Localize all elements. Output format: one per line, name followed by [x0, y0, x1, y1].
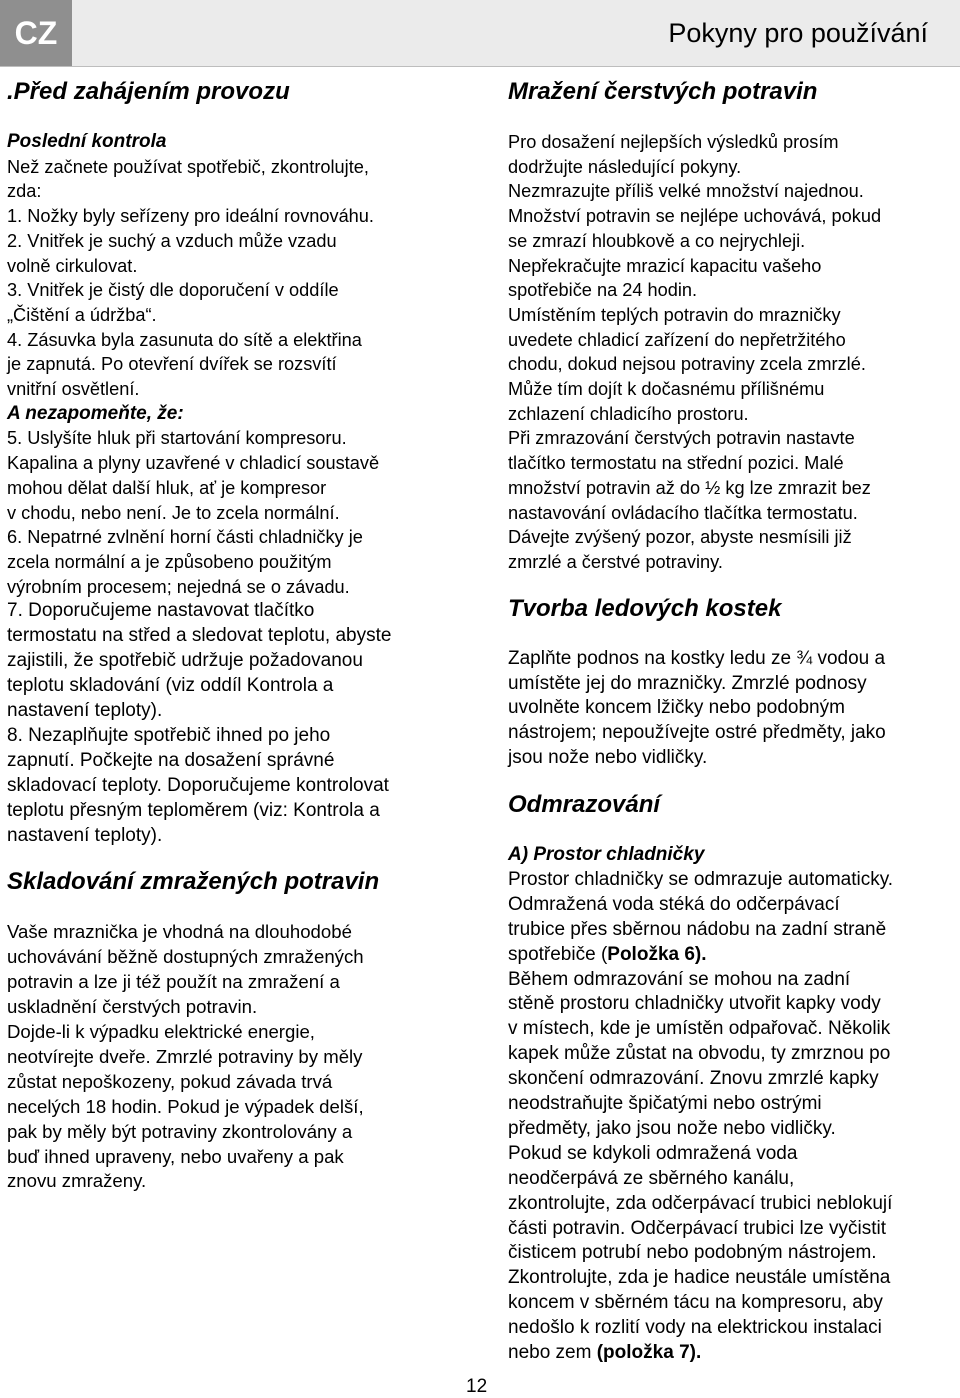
text-line: 7. Doporučujeme nastavovat tlačítko [7, 600, 315, 622]
text-line: uchovávání běžně dostupných zmražených [7, 946, 364, 968]
page-header [0, 0, 960, 67]
text-line: nastavení teploty). [7, 699, 163, 721]
freezing-text [508, 130, 954, 575]
text-line: uvedete chladicí zařízení do nepřetržitého [508, 329, 846, 350]
text-line: Dávejte zvýšený pozor, abyste nesmísili již [508, 527, 852, 548]
text-line: 3. Vnitřek je čistý dle doporučení v oddíle [7, 280, 339, 301]
section-heading-freezing-fresh-food: Mražení čerstvých potravin [508, 78, 818, 105]
text-line: Při zmrazování čerstvých potravin nastavte [508, 428, 855, 449]
subheading-do-not-forget: A nezapomeňte, že: [7, 402, 184, 424]
text-line: jsou nože nebo vidličky. [508, 747, 708, 769]
text-line: Pro dosažení nejlepších výsledků prosím [508, 132, 839, 152]
text-line: pak by měly být potraviny zkontrolovány a [7, 1120, 353, 1142]
text-line: čisticem potrubí nebo podobným nástrojem. [508, 1242, 877, 1264]
page-number: 12 [466, 1376, 488, 1397]
text-line: Prostor chladničky se odmrazuje automaticky. [508, 868, 894, 890]
text-line: neotvírejte dveře. Zmrzlé potraviny by měly [7, 1045, 363, 1067]
text-line: Nepřekračujte mrazicí kapacitu vašeho [508, 255, 822, 276]
text-line: znovu zmraženy. [7, 1170, 147, 1192]
text-line: uskladnění čerstvých potravin. [7, 996, 258, 1018]
text-run: spotřebiče ( [508, 943, 608, 965]
text-run: nebo zem [508, 1342, 597, 1364]
section-heading-defrosting: Odmrazování [508, 791, 661, 819]
text-line: uvolněte koncem lžičky nebo podobným [508, 697, 845, 719]
text-line: výrobním procesem; nejedná se o závadu. [7, 576, 350, 597]
text-line: trubice přes sběrnou nádobu na zadní straně [508, 918, 887, 940]
text-line: tlačítko termostatu na střední pozici. Malé [508, 453, 844, 474]
left-column [7, 78, 453, 1194]
text-line: nástrojem; nepoužívejte ostré předměty, jako [508, 722, 886, 744]
last-check-text [7, 155, 453, 402]
text-line: 1. Nožky byly seřízeny pro ideální rovnováhu. [7, 206, 374, 227]
subheading-fridge-compartment: A) Prostor chladničky [508, 844, 705, 866]
text-line: zchlazení chladicího prostoru. [508, 403, 749, 424]
text-line: Než začnete používat spotřebič, zkontrolujte, [7, 156, 369, 177]
text-line: části potravin. Odčerpávací trubici lze vyčistit [508, 1217, 887, 1239]
text-line: Kapalina a plyny uzavřené v chladicí soustavě [7, 453, 380, 474]
text-line: umístěte jej do mrazničky. Zmrzlé podnosy [508, 672, 867, 694]
text-line: „Čištění a údržba“. [7, 304, 157, 325]
text-line: potravin a lze ji též použít na zmražení a [7, 971, 340, 993]
text-line: Pokud se kdykoli odmražená voda [508, 1142, 798, 1164]
text-line: termostatu na střed a sledovat teplotu, abyste [7, 625, 392, 647]
item-reference-6: Položka 6). [607, 943, 707, 965]
text-line: 4. Zásuvka byla zasunuta do sítě a elektřina [7, 329, 362, 350]
text-line: dodržujte následující pokyny. [508, 156, 742, 177]
text-line: Odmražená voda stéká do odčerpávací [508, 893, 840, 915]
text-line: Během odmrazování se mohou na zadní [508, 968, 851, 990]
text-line: 6. Nepatrné zvlnění horní části chladničky je [7, 527, 363, 548]
section-heading-ice-cubes: Tvorba ledových kostek [508, 594, 782, 622]
text-line: množství potravin až do ½ kg lze zmrazit bez [508, 477, 871, 498]
text-line: volně cirkulovat. [7, 255, 138, 276]
text-line: zajistili, že spotřebič udržuje požadovanou [7, 650, 363, 672]
text-line: Zaplňte podnos na kostky ledu ze ¾ vodou a [508, 647, 886, 669]
text-line: v místech, kde je umístěn odpařovač. Několik [508, 1018, 891, 1040]
text-line: zůstat nepoškozeny, pokud závada trvá [7, 1070, 333, 1092]
text-line: skončení odmrazování. Znovu zmrzlé kapky [508, 1068, 879, 1090]
text-line: předměty, jako jsou nože nebo vidličky. [508, 1117, 836, 1139]
text-line: je zapnutá. Po otevření dvířek se rozsvítí [7, 354, 337, 375]
text-line: buď ihned upraveny, nebo uvařeny a pak [7, 1145, 344, 1167]
text-line: skladovací teploty. Doporučujeme kontrolovat [7, 774, 389, 796]
text-line: teplotu skladování (viz oddíl Kontrola a [7, 675, 334, 697]
text-line [508, 1341, 954, 1366]
text-line [508, 943, 954, 968]
ice-cubes-text [508, 647, 954, 772]
text-line: nedošlo k rozlití vody na elektrickou instalaci [508, 1317, 882, 1339]
thermostat-advice-text [7, 599, 453, 848]
defrosting-text [508, 868, 954, 1366]
text-line: kapek může zůstat na obvodu, ty zmrznou po [508, 1043, 891, 1065]
frozen-storage-text [7, 920, 453, 1194]
text-line: 2. Vnitřek je suchý a vzduch může vzadu [7, 230, 337, 251]
text-line: stěně prostoru chladničky utvořit kapky vody [508, 993, 881, 1015]
text-line: 5. Uslyšíte hluk při startování kompresoru. [7, 428, 347, 449]
text-line: zkontrolujte, zda odčerpávací trubici neblokují [508, 1192, 893, 1214]
item-reference-7: (položka 7). [596, 1342, 702, 1364]
text-line: zmrzlé a čerstvé potraviny. [508, 551, 723, 572]
text-line: Dojde-li k výpadku elektrické energie, [7, 1021, 315, 1043]
text-line: Umístěním teplých potravin do mrazničky [508, 304, 841, 325]
text-line: zda: [7, 181, 42, 202]
text-line: Může tím dojít k dočasnému přílišnému [508, 379, 825, 400]
text-line: spotřebiče na 24 hodin. [508, 280, 698, 301]
header-title: Pokyny pro používání [668, 18, 928, 48]
text-line: neodstraňujte špičatými nebo ostrými [508, 1093, 822, 1115]
text-line: koncem v sběrném tácu na kompresoru, aby [508, 1292, 883, 1314]
text-line: Zkontrolujte, zda je hadice neustále umístěna [508, 1267, 891, 1289]
section-heading-frozen-storage: Skladování zmražených potravin [7, 868, 380, 896]
text-line: teplotu přesným teploměrem (viz: Kontrola a [7, 799, 380, 821]
text-line: neodčerpává ze sběrného kanálu, [508, 1167, 795, 1189]
text-line: chodu, dokud nejsou potraviny zcela zmrzlé. [508, 354, 866, 375]
text-line: zapnutí. Počkejte na dosažení správné [7, 749, 335, 771]
text-line: se zmrazí hloubkově a co nejrychleji. [508, 230, 806, 251]
text-line: vnitřní osvětlení. [7, 379, 140, 400]
text-line: Množství potravin se nejlépe uchovává, pokud [508, 206, 882, 227]
do-not-forget-text [7, 426, 453, 599]
right-column [508, 78, 954, 1366]
language-code: CZ [0, 0, 72, 66]
text-line: nastavení teploty). [7, 824, 163, 846]
subheading-last-check: Poslední kontrola [7, 131, 167, 152]
text-line: nastavování ovládacího tlačítka termostatu. [508, 502, 858, 523]
text-line: necelých 18 hodin. Pokud je výpadek delší, [7, 1095, 364, 1117]
section-heading-before-operation: .Před zahájením provozu [7, 78, 290, 105]
text-line: zcela normální a je způsobeno použitým [7, 551, 332, 572]
text-line: v chodu, nebo není. Je to zcela normální. [7, 502, 340, 523]
text-line: Nezmrazujte příliš velké množství najednou. [508, 181, 864, 202]
text-line: mohou dělat další hluk, ať je kompresor [7, 477, 327, 498]
text-line: Vaše mraznička je vhodná na dlouhodobé [7, 921, 352, 943]
text-line: 8. Nezaplňujte spotřebič ihned po jeho [7, 724, 331, 746]
